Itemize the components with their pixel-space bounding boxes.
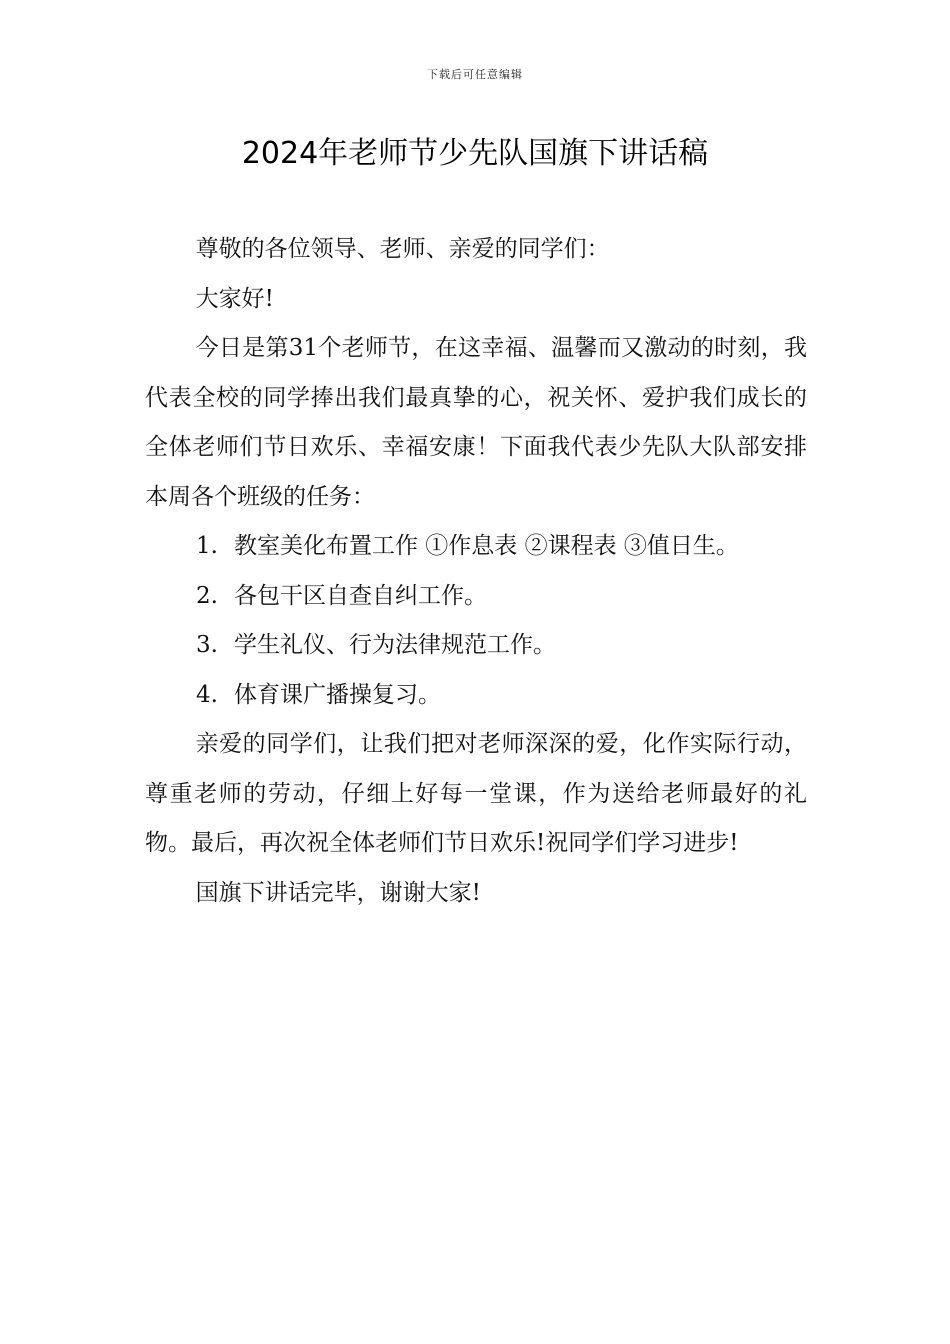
- header-note: 下载后可任意编辑: [427, 68, 523, 81]
- closing-paragraph: 亲爱的同学们，让我们把对老师深深的爱，化作实际行动，尊重老师的劳动，仔细上好每一堂课，作为送给老师最好的礼物。最后，再次祝全体老师们节日欢乐!祝同学们学习进步!: [145, 731, 807, 856]
- task-item: [145, 522, 807, 572]
- task-text: 学生礼仪、行为法律规范工作。: [234, 632, 556, 658]
- task-text: 教室美化布置工作 ①作息表 ②课程表 ③值日生。: [234, 533, 739, 559]
- task-number: 1.: [196, 533, 218, 559]
- task-number: 3.: [196, 632, 218, 658]
- task-item: [145, 621, 807, 671]
- intro-paragraph: 今日是第31个老师节，在这幸福、温馨而又激动的时刻，我代表全校的同学捧出我们最真挚的心，祝关怀、爱护我们成长的全体老师们节日欢乐、幸福安康！下面我代表少先队大队部安排本周各个班级的任务：: [145, 335, 807, 510]
- hello-paragraph: 大家好!: [195, 285, 274, 312]
- task-item: [145, 671, 807, 721]
- document-body: [145, 225, 807, 918]
- ending-paragraph: 国旗下讲话完毕，谢谢大家!: [195, 879, 481, 906]
- document-title: 2024年老师节少先队国旗下讲话稿: [241, 136, 709, 171]
- task-text: 体育课广播操复习。: [234, 681, 441, 708]
- task-number: 2.: [196, 582, 218, 609]
- task-number: 4.: [196, 681, 218, 708]
- greeting-paragraph: 尊敬的各位领导、老师、亲爱的同学们：: [195, 236, 610, 262]
- task-item: [145, 572, 807, 622]
- task-text: 各包干区自查自纠工作。: [234, 582, 487, 609]
